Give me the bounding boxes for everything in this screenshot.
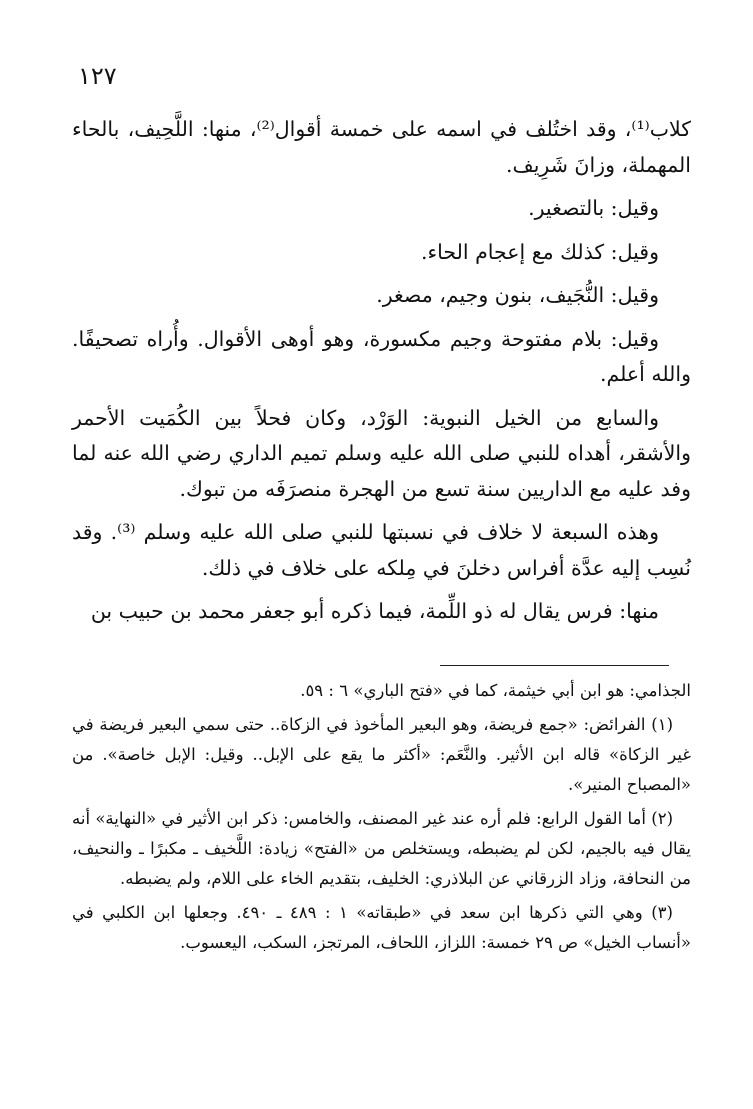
footnotes [72, 676, 691, 962]
paragraph: كلاب⁽¹⁾، وقد اختُلف في اسمه على خمسة أقوال⁽²⁾، منها: اللَّحِيف، بالحاء المهملة، وزانَ شَرِيف. [72, 117, 691, 177]
footnote: (٢) أما القول الرابع: فلم أره عند غير المصنف، والخامس: ذكر ابن الأثير في «النهاية» أنه يقال فيه بالجيم، لكن لم يضبطه، ويستخلص من «الفتح» زيادة: اللَّخيف ـ مكبرًا ـ والنحيف، من النحافة، وزاد الزرقاني عن البلاذري: الخليف، بتقديم الخاء على اللام، ولم يضبطه. [72, 809, 691, 888]
paragraph: وقيل: النُّجَيف، بنون وجيم، مصغر. [376, 283, 659, 307]
paragraph: وقيل: بلام مفتوحة وجيم مكسورة، وهو أوهى الأقوال. وأُراه تصحيفًا. والله أعلم. [72, 326, 691, 386]
page-number: ١٢٧ [78, 62, 117, 90]
footnote-continuation: الجذامي: هو ابن أبي خيثمة، كما في «فتح الباري» ٦ : ٥٩. [300, 681, 691, 700]
paragraph: وهذه السبعة لا خلاف في نسبتها للنبي صلى الله عليه وسلم ⁽³⁾. وقد نُسِب إليه عدَّة أفراس دخلنَ في مِلكه على خلاف في ذلك. [72, 520, 691, 580]
paragraph: وقيل: كذلك مع إعجام الحاء. [421, 239, 659, 264]
footnote-separator [440, 665, 669, 666]
paragraph: منها: فرس يقال له ذو اللِّمة، فيما ذكره أبو جعفر محمد بن حبيب بن [90, 599, 659, 623]
paragraph: وقيل: بالتصغير. [528, 196, 659, 220]
footnote: (٣) وهي التي ذكرها ابن سعد في «طبقاته» ١ : ٤٨٩ ـ ٤٩٠. وجعلها ابن الكلبي في «أنساب الخيل» ص ٢٩ خمسة: اللزاز، اللحاف، المرتجز، السكب، اليعسوب. [72, 903, 691, 952]
footnote: (١) الفرائض: «جمع فريضة، وهو البعير المأخوذ في الزكاة.. حتى سمي البعير فريضة في غير الزكاة» قاله ابن الأثير. والنَّعَم: «أكثر ما يقع على الإبل.. وقيل: الإبل خاصة». من «المصباح المنير». [72, 715, 691, 794]
main-text [72, 112, 691, 638]
paragraph: والسابع من الخيل النبوية: الوَرْد، وكان فحلاً بين الكُمَيت الأحمر والأشقر، أهداه للنبي صلى الله عليه وسلم تميم الداري رضي الله عنه لما وفد عليه مع الداريين سنة تسع من الهجرة منصرَفَه من تبوك. [72, 405, 691, 501]
